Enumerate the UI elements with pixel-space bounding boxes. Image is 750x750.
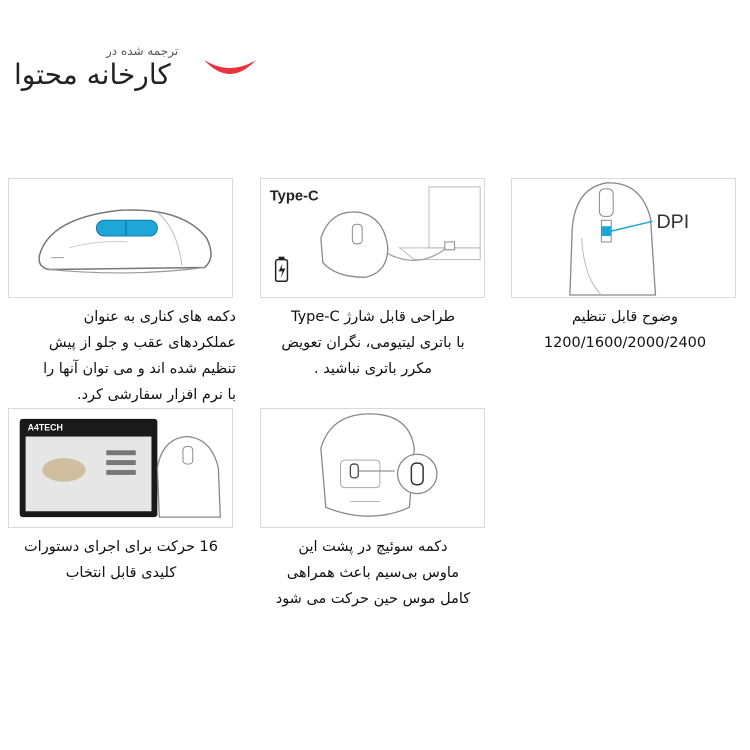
dpi-label: DPI: [656, 211, 690, 234]
battery-icon: [276, 257, 288, 282]
side-buttons-image: [8, 178, 233, 298]
brand-logo: [14, 40, 254, 100]
type-c-label: Type-C: [269, 188, 319, 205]
logo-title: کارخانه محتوا: [14, 58, 171, 91]
switch-caption: دکمه سوئیچ در پشت این ماوس بی‌سیم باعث همراهی کامل موس حین حرکت می شود: [275, 539, 471, 607]
side-buttons-caption: دکمه های کناری به عنوان عملکردهای عقب و جلو از پیش تنظیم شده اند و می توان آنها را با نرم افزار سفارشی کرد.: [43, 309, 236, 403]
a4tech-logo: A4TECH: [27, 422, 63, 433]
mouse-top-view-icon: [321, 212, 388, 277]
mouse-side-view-icon: [9, 179, 232, 297]
type-c-caption: طراحی قابل شارژ Type-C با باتری لیتیومی، نگران تعویض مکرر باتری نباشید .: [281, 309, 465, 377]
dpi-image: [511, 178, 736, 298]
dpi-caption: وضوح قابل تنظیم 1200/1600/2000/2400: [543, 309, 707, 351]
software-caption: 16 حرکت برای اجرای دستورات کلیدی قابل انتخاب: [24, 539, 218, 581]
software-image: [8, 408, 233, 528]
type-c-image: [260, 178, 485, 298]
smile-logo-icon: [200, 54, 260, 84]
logo-subtitle: ترجمه شده در: [106, 44, 179, 58]
switch-image: [260, 408, 485, 528]
